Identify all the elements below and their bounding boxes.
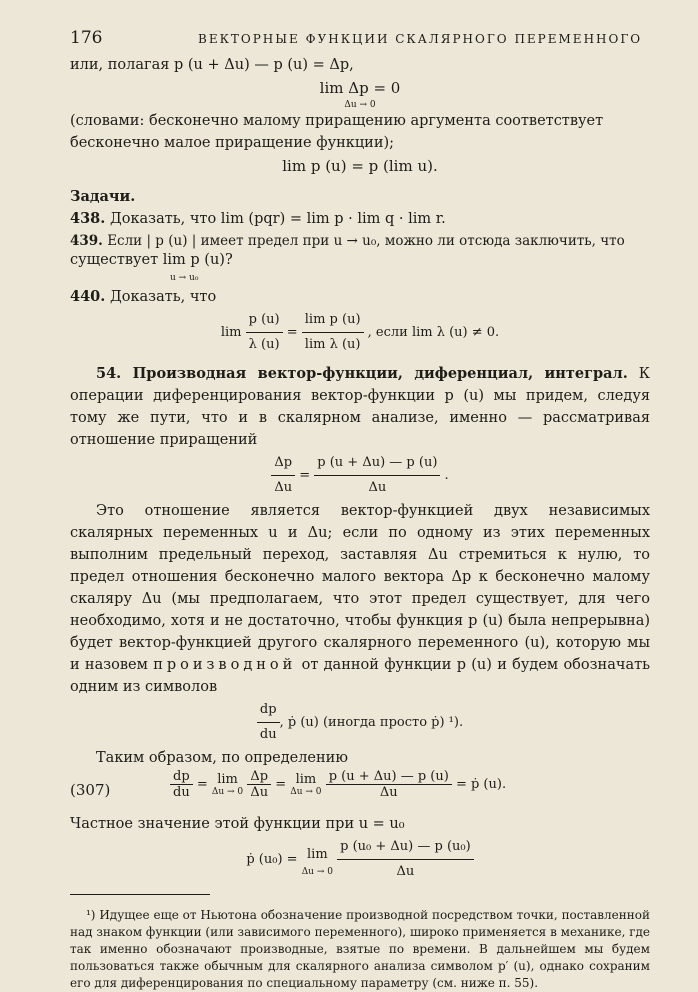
text-line: бесконечно малое приращение функции); <box>70 135 395 151</box>
formula-continuity: lim p (u) = p (lim u). <box>282 157 438 175</box>
text-line: или, полагая p (u + Δu) — p (u) = Δp, <box>70 57 354 73</box>
formula-limit: lim Δp = 0 Δu → 0 <box>319 79 401 110</box>
footnote: ¹) Идущее еще от Ньютона обозначение производной посредством точки, поставленной над знаком функции (или зависимого переменного), широко применяется в механике, где так именно обозначают производные, взятые по времени. В дальнейшем мы будем пользоваться также обычным для скалярного анализа символом p′ (u), однако сохраним его для диференцирования по специальному параметру (см. ниже п. 55). <box>70 908 650 990</box>
text-line: (словами: бесконечно малому приращению аргумента соответствует <box>70 113 604 129</box>
formula-derivative-symbols: $\frac{dp}{du}$ , ṗ (u) (иногда просто ṗ) ¹). <box>70 698 650 747</box>
formula-quotient: lim $\frac{p (u)}{\lambda (u)}$ = $\frac{\text{lim p (u)}}{\text{lim λ (u)}}$ , если lim λ (u) ≠ 0. <box>70 308 650 357</box>
text-line: Частное значение этой функции при u = u₀ <box>70 816 405 832</box>
task-438: 438. Доказать, что lim (pqr) = lim p · lim q · lim r. <box>70 210 446 227</box>
footnote-divider <box>70 894 210 895</box>
paragraph-derivative-definition: Это отношение является вектор-функцией двух независимых скалярных переменных u и Δu; если по одному из этих переменных выполним предельный переход, заставляя Δu стремиться к нулю, то предел отношения бесконечно малого вектора Δp к бесконечно малому скаляру Δu (мы предполагаем, что этот предел существует, для чего необходимо, хотя и не достаточно, чтобы функция p (u) была непрерывна) будет вектор-функцией другого скалярного переменного (u), которую мы и назовем производной от данной функции p (u) и будем обозначать одним из символов <box>70 503 651 695</box>
formula-increment-ratio: $\frac{\Delta p}{\Delta u}$ = $\frac{p (u + \Delta u) — p (u)}{\Delta u}$ . <box>70 451 650 500</box>
tasks-heading: Задачи. <box>70 188 136 205</box>
task-440: 440. Доказать, что <box>70 288 217 305</box>
page-header <box>48 28 650 54</box>
section-54-intro: 54. Производная вектор-функции, диференциал, интеграл. К операции диференцирования вектор-функции p (u) мы придем, следуя тому же пути, что и в скалярном анализе, именно — рассматривая отношение приращений <box>70 365 651 448</box>
page-number: 176 <box>70 28 103 48</box>
task-439: 439. Если | p (u) | имеет предел при u → u₀, можно ли отсюда заключить, что <box>70 233 625 249</box>
task-439-cont: существует lim p (u)? u → u₀ <box>70 252 233 283</box>
running-head: ВЕКТОРНЫЕ ФУНКЦИИ СКАЛЯРНОГО ПЕРЕМЕННОГО <box>198 32 643 46</box>
equation-307: (307) $\frac{dp}{du}$ = lim Δu → 0 $\frac{\Delta p}{\Delta u}$ = lim Δu → 0 $\frac{p (u + \Delta u) — p (u)}{\Delta u}$ = ṗ (u). <box>70 769 507 800</box>
formula-derivative-at-point: ṗ (u₀) = lim Δu → 0 $\frac{\text{p (u₀ + Δu) — p (u₀)}}{\Delta u}$ <box>70 835 650 884</box>
text-line: Таким образом, по определению <box>96 750 348 766</box>
